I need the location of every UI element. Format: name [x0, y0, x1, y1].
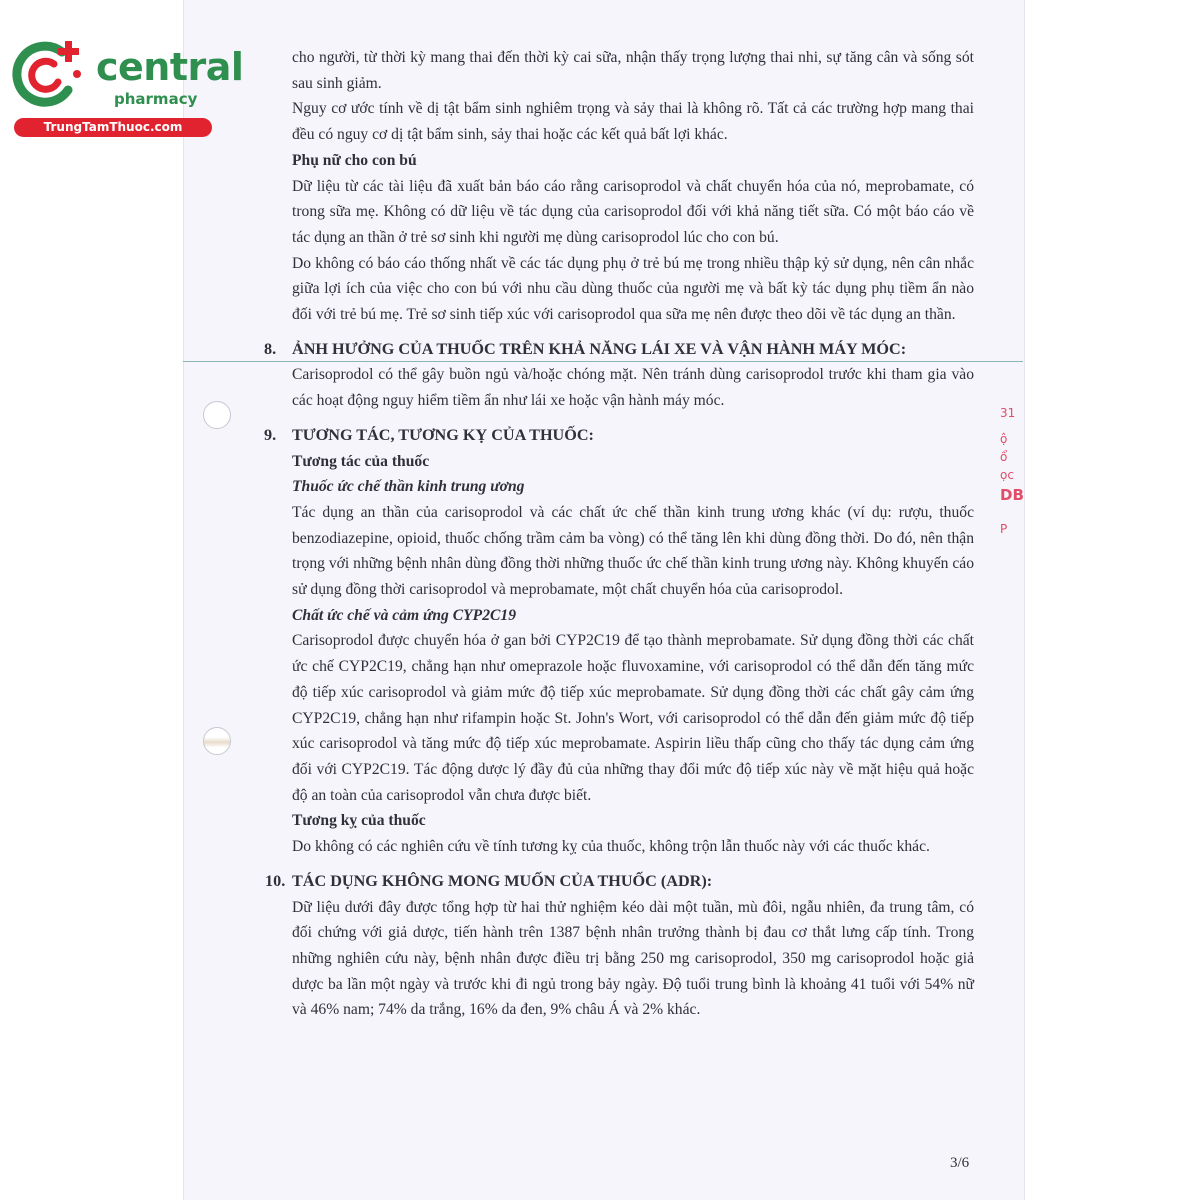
paragraph: Dữ liệu dưới đây được tổng hợp từ hai thử nghiệm kéo dài một tuần, mù đôi, ngẫu nhiên, đa trung tâm, có đối chứng với giả dược, tiến hành trên 1387 bệnh nhân trưởng thành bị đau cơ thắt lưng cấp tính. Trong những nghiên cứu này, bệnh nhân được điều trị bằng 250 mg carisoprodol, 350 mg carisoprodol hoặc giả dược ba lần một ngày và trước khi đi ngủ trong bảy ngày. Độ tuổi trung bình là khoảng 41 tuổi với 54% nữ và 46% nam; 74% da trắng, 16% da đen, 9% châu Á và 2% khác. — [292, 898, 974, 1019]
paragraph: Do không có báo cáo thống nhất về các tác dụng phụ ở trẻ bú mẹ trong nhiều thập kỷ sử dụng, nên cân nhắc giữa lợi ích của việc cho con bú với nhu cầu dùng thuốc của người mẹ và bất kỳ tác dụng phụ tiềm ẩn nào đối với trẻ bú mẹ. Trẻ sơ sinh tiếp xúc với carisoprodol qua sữa mẹ nên được theo dõi về tác dụng an thần. — [292, 254, 974, 324]
section-number: 9. — [264, 425, 277, 444]
section-heading — [264, 423, 974, 449]
section-number: 8. — [264, 339, 277, 358]
section-heading — [265, 869, 974, 895]
subheading: Phụ nữ cho con bú — [292, 151, 417, 169]
paragraph: Nguy cơ ước tính về dị tật bẩm sinh nghiêm trọng và sảy thai là không rõ. Tất cả các trường hợp mang thai đều có nguy cơ dị tật bẩm sinh, sảy thai hoặc các kết quả bất lợi khác. — [292, 100, 974, 144]
red-stamp — [1000, 400, 1030, 550]
stamp-text: ọc — [1000, 468, 1014, 482]
subheading: Tương tác của thuốc — [292, 452, 430, 470]
stamp-text: P — [1000, 522, 1008, 536]
subheading: Tương kỵ của thuốc — [292, 812, 426, 830]
section-number: 10. — [265, 871, 286, 890]
stamp-text: ổ — [1000, 450, 1008, 464]
document-body — [264, 45, 974, 1023]
section-title: TÁC DỤNG KHÔNG MONG MUỐN CỦA THUỐC (ADR): — [292, 871, 713, 890]
pharmacy-logo-icon — [10, 38, 88, 108]
paragraph: Carisoprodol có thể gây buồn ngủ và/hoặc chóng mặt. Nên tránh dùng carisoprodol trước khi tham gia vào các hoạt động nguy hiểm tiềm ẩn như lái xe hoặc vận hành máy móc. — [292, 366, 974, 410]
paragraph: Tác dụng an thần của carisoprodol và các chất ức chế thần kinh trung ương khác (ví dụ: rượu, thuốc benzodiazepine, opioid, thuốc chống trầm cảm ba vòng) có thể tăng lên khi dùng đồng thời. Do đó, nên thận trọng với những bệnh nhân dùng đồng thời những thuốc ức chế thần kinh trung ương này. Không khuyến cáo sử dụng đồng thời carisoprodol và meprobamate, một chất chuyển hóa của carisoprodol. — [292, 503, 974, 599]
italic-subheading: Chất ức chế và cảm ứng CYP2C19 — [292, 606, 516, 624]
stamp-text: ộ — [1000, 432, 1008, 446]
page-number: 3/6 — [950, 1155, 970, 1171]
paragraph: Carisoprodol được chuyển hóa ở gan bởi CYP2C19 để tạo thành meprobamate. Sử dụng đồng thời các chất ức chế CYP2C19, chẳng hạn như omeprazole hoặc fluvoxamine, với carisoprodol có thể dẫn đến tăng mức độ tiếp xúc carisoprodol và giảm mức độ tiếp xúc meprobamate. Sử dụng đồng thời các chất gây cảm ứng CYP2C19, chẳng hạn như rifampin hoặc St. John's Wort, với carisoprodol có thể dẫn đến giảm mức độ tiếp xúc carisoprodol và tăng mức độ tiếp xúc meprobamate. Aspirin liều thấp cũng cho thấy tác dụng cảm ứng đối với CYP2C19. Tác động dược lý đầy đủ của những thay đổi mức độ tiếp xúc này về mặt hiệu quả hoặc độ an toàn của carisoprodol vẫn chưa được biết. — [292, 632, 974, 804]
punch-hole — [203, 727, 231, 755]
paragraph: cho người, từ thời kỳ mang thai đến thời kỳ cai sữa, nhận thấy trọng lượng thai nhi, sự tăng cân và sống sót sau sinh giảm. — [292, 49, 974, 92]
section-title: ẢNH HƯỞNG CỦA THUỐC TRÊN KHẢ NĂNG LÁI XE VÀ VẬN HÀNH MÁY MÓC: — [292, 339, 907, 358]
paragraph: Dữ liệu từ các tài liệu đã xuất bản báo cáo rằng carisoprodol và chất chuyển hóa của nó, meprobamate, có trong sữa mẹ. Không có dữ liệu về tác dụng của carisoprodol đối với khả năng tiết sữa. Có một báo cáo về tác dụng an thần ở trẻ sơ sinh khi người mẹ dùng carisoprodol lúc cho con bú. — [292, 177, 974, 246]
brand-name: central — [96, 45, 244, 89]
punch-hole — [203, 401, 231, 429]
brand-subtitle: pharmacy — [114, 90, 198, 108]
stamp-text: 31 — [1000, 406, 1016, 420]
stamp-text: DB — [1000, 486, 1024, 504]
section-heading — [264, 337, 974, 363]
italic-subheading: Thuốc ức chế thần kinh trung ương — [292, 478, 525, 496]
site-url-badge[interactable]: TrungTamThuoc.com — [14, 118, 212, 137]
section-title: TƯƠNG TÁC, TƯƠNG KỴ CỦA THUỐC: — [292, 425, 594, 444]
central-pharmacy-logo[interactable] — [10, 38, 244, 138]
paragraph: Do không có các nghiên cứu về tính tương kỵ của thuốc, không trộn lẫn thuốc này với các thuốc khác. — [292, 838, 930, 856]
